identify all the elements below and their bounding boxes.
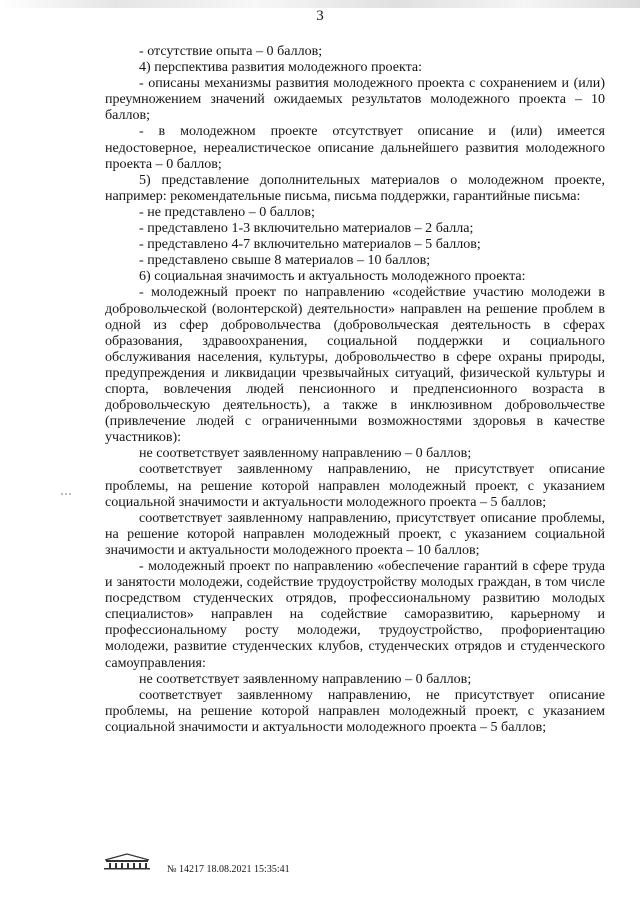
paragraph-materials-1-3: - представлено 1-3 включительно материалов – 2 балла; [139,220,474,237]
registration-number: № 14217 18.08.2021 15:35:41 [167,864,290,875]
paragraph-volunteering-matching-no-description: соответствует заявленному направлению, не присутствует описание проблемы, на решение которой направлен молодежный проект, с указанием социальной значимости и актуальности молодежного проекта – 5 баллов; [105,461,605,510]
paragraph-social-significance: 6) социальная значимость и актуальность молодежного проекта: [139,268,526,285]
paragraph-materials-none: - не представлено – 0 баллов; [139,203,315,220]
paragraph-no-experience: - отсутствие опыта – 0 баллов; [139,43,323,59]
paragraph-no-development-description: - в молодежном проекте отсутствует описание и (или) имеется недостоверное, нереалистическое описание дальнейшего развития молодежного проекта – 0 баллов; [105,123,605,172]
paragraph-volunteering-not-matching: не соответствует заявленному направлению – 0 баллов; [139,445,472,462]
paragraph-volunteering-matching-with-description: соответствует заявленному направлению, присутствует описание проблемы, на решение которой направлен молодежный проект, с указанием социальной значимости и актуальности молодежного проекта – 10 баллов; [105,509,605,558]
document-body [105,43,605,735]
paragraph-materials-over-8: - представлено свыше 8 материалов – 10 баллов; [139,252,431,269]
paragraph-employment-not-matching: не соответствует заявленному направлению – 0 баллов; [139,670,472,687]
paragraph-employment-direction: - молодежный проект по направлению «обеспечение гарантий в сфере труда и занятости молодежи, содействие трудоустройству молодых граждан, в том числе посредством студенческих отрядов, профессиональному развитию молодых специалистов» направлен на содействие саморазвитию, карьерному и профессиональному росту молодежи, трудоустройство, профориентацию молодежи, развитие студенческих клубов, студенческих отрядов и студенческого самоуправления: [105,558,605,671]
paragraph-additional-materials: 5) представление дополнительных материалов о молодежном проекте, например: рекомендательные письма, письма поддержки, гарантийные письма: [105,171,605,204]
paragraph-materials-4-7: - представлено 4-7 включительно материалов – 5 баллов; [139,236,481,253]
paragraph-development-mechanisms: - описаны механизмы развития молодежного проекта с сохранением и (или) преумножением значений ожидаемых результатов молодежного проекта – 10 баллов; [105,75,605,124]
paragraph-employment-matching-no-description: соответствует заявленному направлению, не присутствует описание проблемы, на решение которой направлен молодежный проект, с указанием социальной значимости и актуальности молодежного проекта – 5 баллов; [105,686,605,735]
scan-edge-noise [0,0,640,8]
government-building-logo [101,852,153,870]
paragraph-project-prospects: 4) перспектива развития молодежного проекта: [139,59,423,76]
paragraph-volunteering-direction: - молодежный проект по направлению «содействие участию молодежи в добровольческой (волонтерской) деятельности» направлен на решение проблем в одной из сфер добровольчества (добровольческая деятельность в сферах образования, здравоохранения, социальной поддержки и социального обслуживания населения, культуры, добровольчество в сфере охраны природы, предупреждения и ликвидации чрезвычайных ситуаций, физической культуры и спорта, вовлечения людей пенсионного и предпенсионного возраста в добровольческую деятельность), а также в инклюзивном добровольчестве (привлечение людей с ограниченными возможностями здоровья в качестве участников): [105,284,605,446]
page-number: 3 [316,8,324,24]
margin-dots [61,492,73,496]
